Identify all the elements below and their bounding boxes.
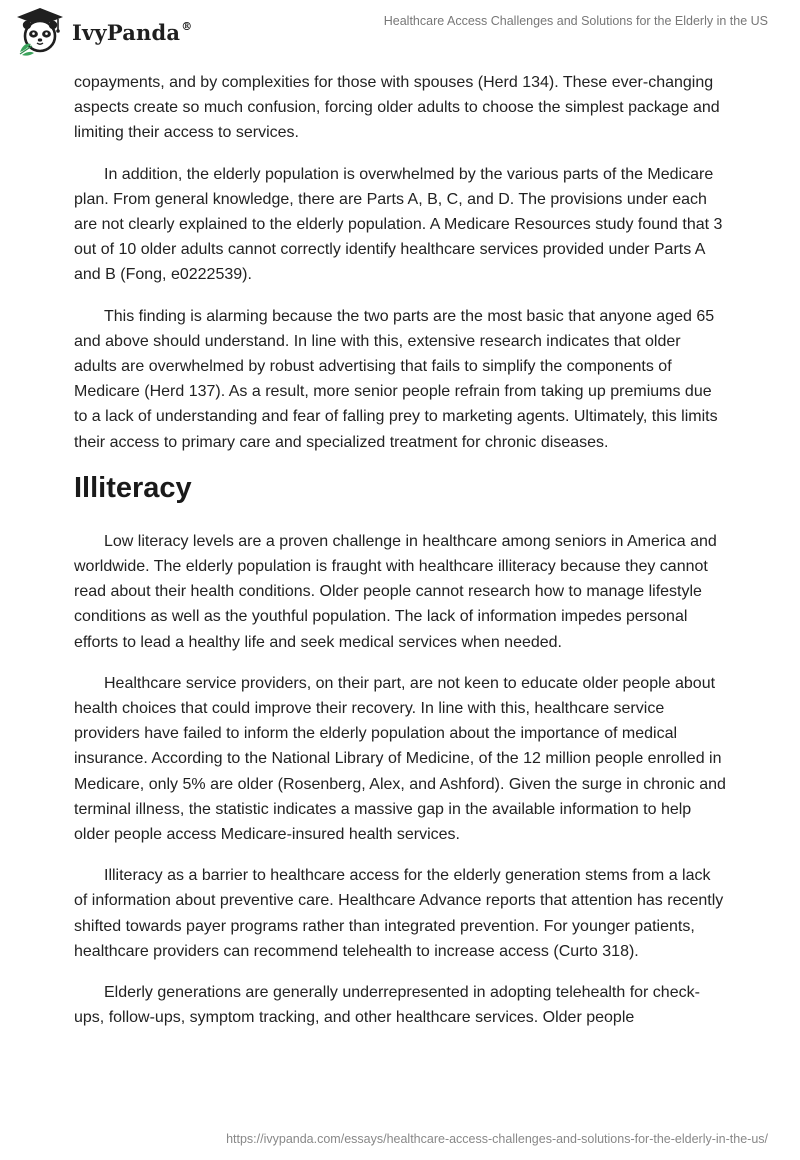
- paragraph-6: Illiteracy as a barrier to healthcare access for the elderly generation stems from a lack of information about preventive care. Healthcare Advance reports that attention has recently shifted towards payer programs rather than integrated prevention. For younger patients, healthcare providers can recommend telehealth to increase access (Curto 318).: [74, 867, 724, 960]
- brand-name: IvyPanda®: [72, 19, 193, 45]
- paragraph-5: Healthcare service providers, on their part, are not keen to educate older people about health choices that could improve their recovery. In line with this, healthcare service providers have failed to inform the elderly population about the importance of medical insurance. According to the National Library of Medicine, of the 12 million people enrolled in Medicare, only 5% are older (Rosenberg, Alex, and Ashford). Given the surge in chronic and terminal illness, the statistic indicates a massive gap in the available information to help older people access Medicare-insured health services.: [74, 674, 726, 844]
- source-url[interactable]: https://ivypanda.com/essays/healthcare-access-challenges-and-solutions-for-the-elderly-in-the-us/: [226, 1132, 768, 1146]
- paragraph-7: Elderly generations are generally underrepresented in adopting telehealth for check-ups, follow-ups, symptom tracking, and other healthcare services. Older people: [74, 984, 700, 1027]
- document-title: Healthcare Access Challenges and Solutions for the Elderly in the US: [383, 14, 768, 28]
- panda-graduate-logo-icon: [14, 6, 66, 56]
- brand-logo[interactable]: [14, 6, 192, 56]
- essay-content: [74, 70, 726, 1047]
- paragraph-1: copayments, and by complexities for those with spouses (Herd 134). These ever-changing aspects create so much confusion, forcing older adults to choose the simplest package and limiting their access to services.: [74, 74, 720, 142]
- page-header: [0, 0, 800, 62]
- paragraph-4: Low literacy levels are a proven challenge in healthcare among seniors in America and worldwide. The elderly population is fraught with healthcare illiteracy because they cannot read about their health conditions. Older people cannot research how to manage lifestyle conditions as well as the youthful population. The lack of information impedes personal efforts to lead a healthy life and seek medical services when needed.: [74, 532, 717, 651]
- paragraph-2: In addition, the elderly population is overwhelmed by the various parts of the Medicare plan. From general knowledge, there are Parts A, B, C, and D. The provisions under each are not clearly explained to the elderly population. A Medicare Resources study found that 3 out of 10 older adults cannot correctly identify healthcare services provided under Parts A and B (Fong, e0222539).: [74, 165, 723, 284]
- section-heading-illiteracy: Illiteracy: [74, 471, 192, 504]
- paragraph-3: This finding is alarming because the two parts are the most basic that anyone aged 65 and above should understand. In line with this, extensive research indicates that older adults are overwhelmed by robust advertising that fails to simplify the components of Medicare (Herd 137). As a result, more senior people refrain from taking up premiums due to a lack of understanding and fear of falling prey to marketing agents. Ultimately, this limits their access to primary care and specialized treatment for chronic diseases.: [74, 307, 718, 451]
- registered-mark: ®: [181, 19, 193, 33]
